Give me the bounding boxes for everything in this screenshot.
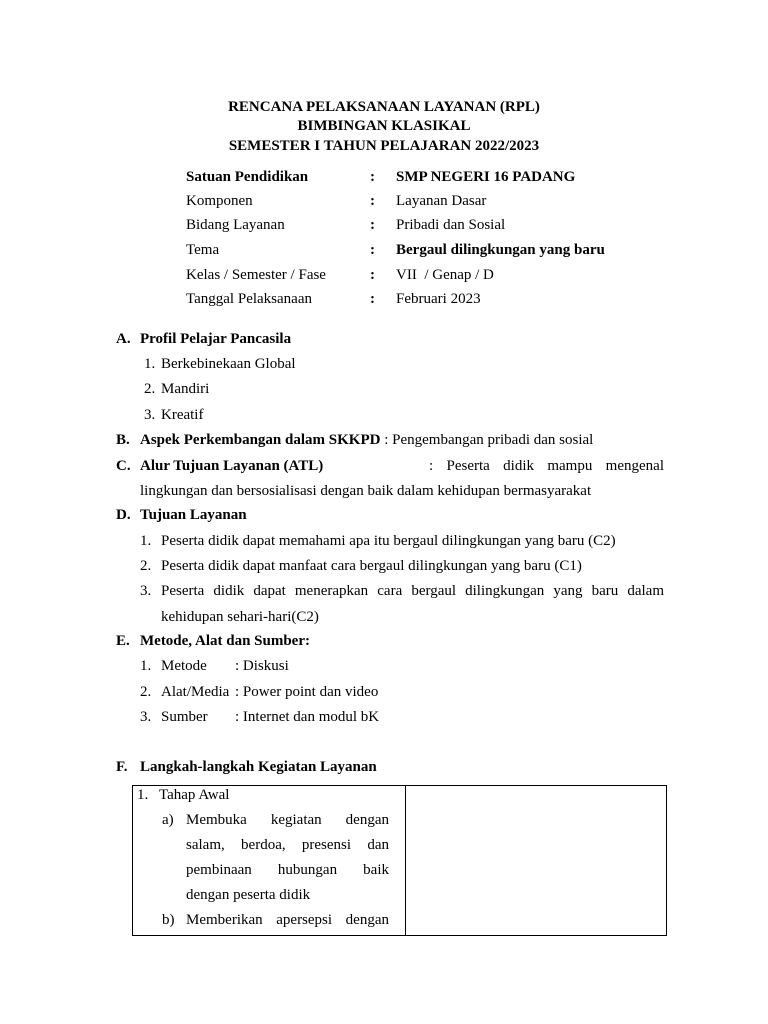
section-d-heading: Tujuan Layanan xyxy=(140,507,247,523)
list-label: Sumber xyxy=(161,709,208,725)
list-item: Peserta didik dapat menerapkan cara bergaul dilingkungan yang baru dalam xyxy=(161,583,664,599)
sub-item-marker: b) xyxy=(162,912,175,928)
list-number: 3. xyxy=(144,407,156,423)
identity-label: Komponen xyxy=(186,193,253,209)
list-number: 2. xyxy=(144,381,156,397)
section-a-heading: Profil Pelajar Pancasila xyxy=(140,331,292,347)
sub-item-line: pembinaan hubungan baik xyxy=(186,862,389,878)
sub-item-line: dengan peserta didik xyxy=(186,887,311,903)
list-number: 3. xyxy=(140,709,152,725)
identity-separator: : xyxy=(370,217,375,233)
identity-separator: : xyxy=(370,193,375,209)
identity-value: SMP NEGERI 16 PADANG xyxy=(396,169,576,185)
section-c-text-continued: lingkungan dan bersosialisasi dengan baik dalam kehidupan bermasyarakat xyxy=(140,483,592,499)
identity-value: Bergaul dilingkungan yang baru xyxy=(396,242,605,258)
list-item: Peserta didik dapat memahami apa itu bergaul dilingkungan yang baru (C2) xyxy=(161,533,616,549)
stage-number: 1. xyxy=(137,787,149,803)
activity-table xyxy=(132,785,667,936)
list-number: 1. xyxy=(140,658,152,674)
identity-value: VII / Genap / D xyxy=(396,267,494,283)
list-number: 1. xyxy=(140,533,152,549)
identity-separator: : xyxy=(370,291,375,307)
list-number: 2. xyxy=(140,684,152,700)
section-b-text: : Pengembangan pribadi dan sosial xyxy=(380,432,594,448)
section-c-heading: Alur Tujuan Layanan (ATL) xyxy=(140,458,324,474)
identity-label: Tema xyxy=(186,242,220,258)
section-b-letter: B. xyxy=(116,432,130,448)
document-title: RENCANA PELAKSANAAN LAYANAN (RPL) xyxy=(228,99,540,115)
list-value: : Power point dan video xyxy=(235,684,379,700)
identity-label: Satuan Pendidikan xyxy=(186,169,309,185)
sub-item-line: Membuka kegiatan dengan xyxy=(186,812,389,828)
sub-item-line: salam, berdoa, presensi dan xyxy=(186,837,389,853)
identity-label: Kelas / Semester / Fase xyxy=(186,267,326,283)
list-item: Kreatif xyxy=(161,407,204,423)
section-f-letter: F. xyxy=(116,759,128,775)
table-cell-activities xyxy=(133,786,406,936)
identity-value: Februari 2023 xyxy=(396,291,481,307)
document-subtitle: BIMBINGAN KLASIKAL xyxy=(297,118,471,134)
section-c-text: : Peserta didik mampu mengenal xyxy=(429,458,664,474)
identity-separator: : xyxy=(370,267,375,283)
list-number: 3. xyxy=(140,583,152,599)
stage-title: Tahap Awal xyxy=(159,787,230,803)
list-item: Berkebinekaan Global xyxy=(161,356,296,372)
section-e-letter: E. xyxy=(116,633,130,649)
table-cell-empty xyxy=(406,786,667,936)
section-f-heading: Langkah-langkah Kegiatan Layanan xyxy=(140,759,377,775)
list-item: Mandiri xyxy=(161,381,210,397)
sub-item-line: Memberikan apersepsi dengan xyxy=(186,912,389,928)
sub-item-marker: a) xyxy=(162,812,174,828)
section-c-letter: C. xyxy=(116,458,131,474)
list-item: Peserta didik dapat manfaat cara bergaul dilingkungan yang baru (C1) xyxy=(161,558,582,574)
document-semester: SEMESTER I TAHUN PELAJARAN 2022/2023 xyxy=(228,138,540,154)
identity-label: Tanggal Pelaksanaan xyxy=(186,291,312,307)
list-value: : Diskusi xyxy=(235,658,289,674)
section-d-letter: D. xyxy=(116,507,131,523)
list-number: 1. xyxy=(144,356,156,372)
table-row xyxy=(133,786,667,936)
identity-value: Layanan Dasar xyxy=(396,193,487,209)
list-value: : Internet dan modul bK xyxy=(235,709,380,725)
list-label: Alat/Media xyxy=(161,684,230,700)
identity-value: Pribadi dan Sosial xyxy=(396,217,506,233)
section-a-letter: A. xyxy=(116,331,131,347)
list-item-continued: kehidupan sehari-hari(C2) xyxy=(161,609,319,625)
section-e-heading: Metode, Alat dan Sumber: xyxy=(140,633,310,649)
identity-separator: : xyxy=(370,169,375,185)
identity-label: Bidang Layanan xyxy=(186,217,285,233)
list-number: 2. xyxy=(140,558,152,574)
section-b-line xyxy=(140,432,593,449)
identity-separator: : xyxy=(370,242,375,258)
section-b-heading: Aspek Perkembangan dalam SKKPD xyxy=(140,432,381,448)
list-label: Metode xyxy=(161,658,207,674)
